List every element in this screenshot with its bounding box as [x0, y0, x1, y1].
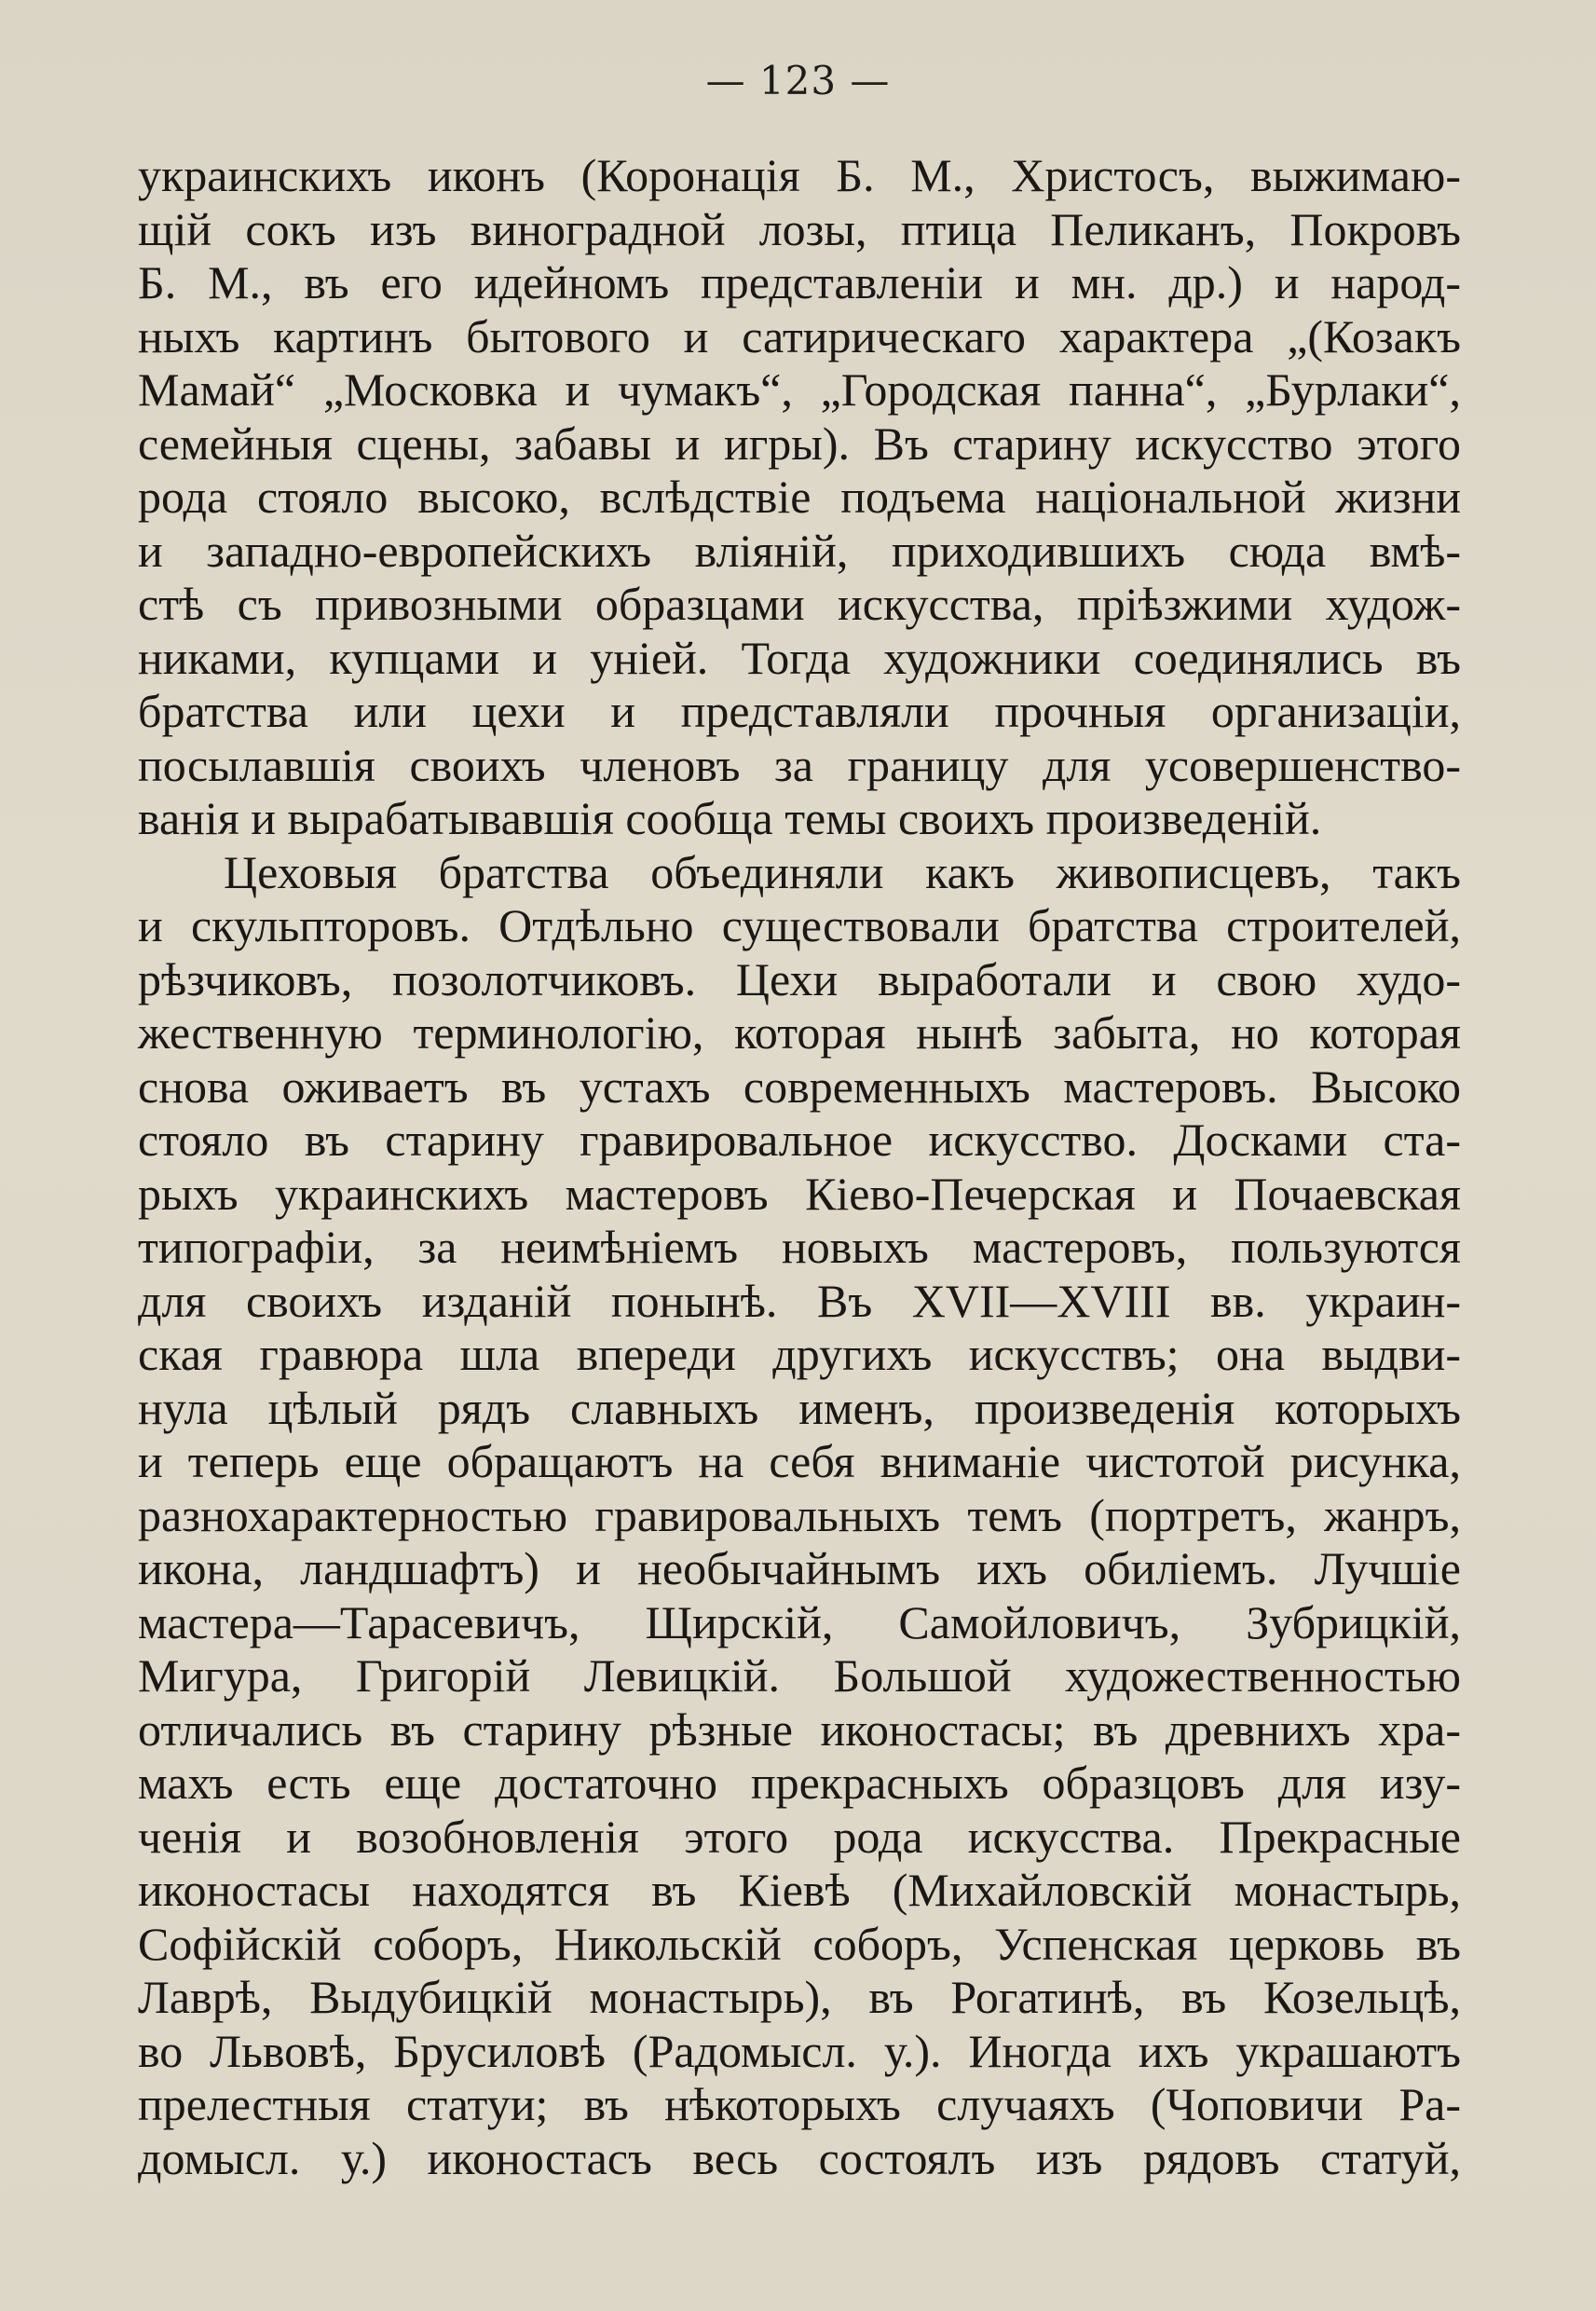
text-line: Лаврѣ, Выдубицкій монастырь), въ Рогатинѣ, въ Козельцѣ,: [138, 1971, 1461, 2023]
text-line: жественную терминологію, которая нынѣ забыта, но которая: [138, 1006, 1461, 1059]
text-line: стѣ съ привозными образцами искусства, пріѣзжими худож-: [138, 578, 1461, 630]
text-line: украинскихъ иконъ (Коронація Б. М., Христосъ, выжимаю-: [138, 149, 1461, 201]
text-line: ванія и вырабатывавшія сообща темы своихъ произведеній.: [138, 792, 1322, 844]
text-line: иконостасы находятся въ Кіевѣ (Михайловскій монастырь,: [138, 1864, 1461, 1916]
page-number: — 123 —: [705, 58, 891, 103]
text-line: никами, купцами и уніей. Тогда художники соединялись въ: [138, 631, 1461, 684]
text-line: типографіи, за неимѣніемъ новыхъ мастеровъ, пользуются: [138, 1221, 1461, 1273]
text-line: и западно-европейскихъ вліяній, приходившихъ сюда вмѣ-: [138, 524, 1461, 577]
text-line: и теперь еще обращаютъ на себя вниманіе чистотой рисунка,: [138, 1435, 1461, 1487]
text-line: махъ есть еще достаточно прекрасныхъ образцовъ для изу-: [138, 1757, 1461, 1809]
text-line: нула цѣлый рядъ славныхъ именъ, произведенія которыхъ: [138, 1381, 1461, 1434]
text-line: снова оживаетъ въ устахъ современныхъ мастеровъ. Высоко: [138, 1060, 1461, 1113]
text-line: щій сокъ изъ виноградной лозы, птица Пеликанъ, Покровъ: [138, 202, 1461, 255]
text-line: стояло въ старину гравировальное искусство. Досками ста-: [138, 1114, 1461, 1166]
text-line: Мамай“ „Московка и чумакъ“, „Городская панна“, „Бурлаки“,: [138, 363, 1461, 416]
text-line: рода стояло высоко, вслѣдствіе подъема національной жизни: [138, 471, 1461, 523]
paragraph-first-line: Цеховыя братства объединяли какъ живописцевъ, такъ: [224, 845, 1461, 898]
text-line: и скульпторовъ. Отдѣльно существовали братства строителей,: [138, 899, 1461, 951]
text-line: братства или цехи и представляли прочныя организаціи,: [138, 685, 1461, 737]
text-line: Софійскій соборъ, Никольскій соборъ, Успенская церковь въ: [138, 1917, 1461, 1970]
text-line: Мигура, Григорій Левицкій. Большой художественностью: [138, 1649, 1461, 1702]
text-line: ныхъ картинъ бытового и сатирическаго характера „(Козакъ: [138, 309, 1461, 362]
text-line: разнохарактерностью гравировальныхъ темъ (портретъ, жанръ,: [138, 1488, 1461, 1541]
text-line: во Львовѣ, Брусиловѣ (Радомысл. у.). Иногда ихъ украшаютъ: [138, 2024, 1461, 2077]
text-line: мастера—Тарасевичъ, Щирскій, Самойловичъ, Зубрицкій,: [138, 1595, 1461, 1648]
text-line: Б. М., въ его идейномъ представленіи и мн. др.) и народ-: [138, 256, 1461, 308]
body-text: [138, 149, 1461, 2185]
text-line: ская гравюра шла впереди другихъ искусствъ; она выдви-: [138, 1328, 1461, 1380]
text-line: семейныя сцены, забавы и игры). Въ старину искусство этого: [138, 417, 1461, 470]
text-line: домысл. у.) иконостасъ весь состоялъ изъ рядовъ статуй,: [138, 2131, 1461, 2184]
text-line: ченія и возобновленія этого рода искусства. Прекрасные: [138, 1810, 1461, 1863]
text-line: отличались въ старину рѣзные иконостасы; въ древнихъ хра-: [138, 1702, 1461, 1756]
text-line: рѣзчиковъ, позолотчиковъ. Цехи выработали и свою худо-: [138, 952, 1461, 1005]
text-line: икона, ландшафтъ) и необычайнымъ ихъ обиліемъ. Лучшіе: [138, 1542, 1461, 1594]
text-line: для своихъ изданій понынѣ. Въ XVII—XVIII вв. украин-: [138, 1274, 1461, 1327]
text-line: прелестныя статуи; въ нѣкоторыхъ случаяхъ (Чоповичи Ра-: [138, 2078, 1461, 2130]
text-line: рыхъ украинскихъ мастеровъ Кіево-Печерская и Почаевская: [138, 1167, 1461, 1220]
text-line: посылавшія своихъ членовъ за границу для усовершенство-: [138, 738, 1461, 791]
